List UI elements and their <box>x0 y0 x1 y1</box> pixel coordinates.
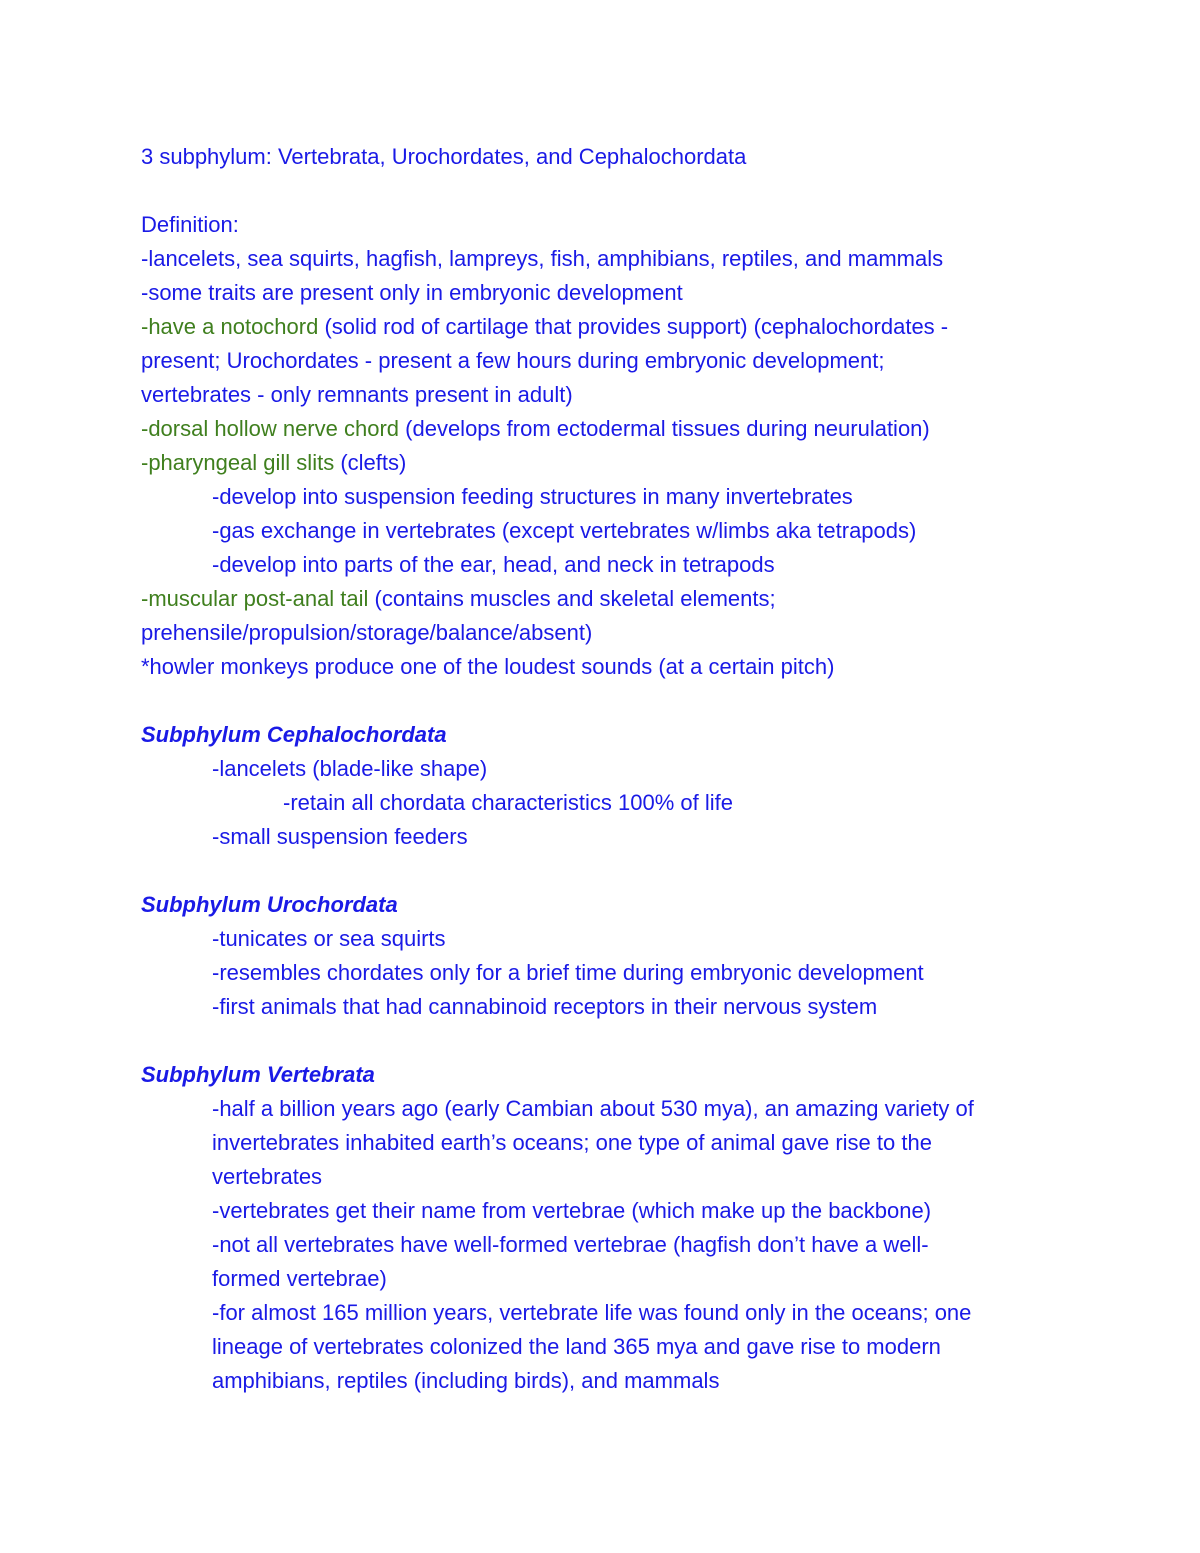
list-item: -resembles chordates only for a brief time during embryonic development <box>212 960 924 985</box>
definition-line: present; Urochordates - present a few hours during embryonic development; <box>141 348 885 373</box>
sub-item: -develop into parts of the ear, head, and neck in tetrapods <box>212 552 775 577</box>
term-detail: (contains muscles and skeletal elements; <box>368 586 776 611</box>
key-term: -pharyngeal gill slits <box>141 450 335 475</box>
list-item: -half a billion years ago (early Cambian about 530 mya), an amazing variety of <box>212 1096 974 1121</box>
sub-item: -develop into suspension feeding structures in many invertebrates <box>212 484 853 509</box>
definition-line: vertebrates - only remnants present in adult) <box>141 382 573 407</box>
term-detail: (solid rod of cartilage that provides support) (cephalochordates - <box>318 314 949 339</box>
key-term: -dorsal hollow nerve chord <box>141 416 400 441</box>
intro-line: 3 subphylum: Vertebrata, Urochordates, and Cephalochordata <box>141 144 747 169</box>
sub-item: -gas exchange in vertebrates (except vertebrates w/limbs aka tetrapods) <box>212 518 917 543</box>
definition-label: Definition: <box>141 212 239 237</box>
list-item: -lancelets (blade-like shape) <box>212 756 488 781</box>
list-item: -vertebrates get their name from vertebrae (which make up the backbone) <box>212 1198 932 1223</box>
term-detail: (clefts) <box>334 450 407 475</box>
list-item-continuation: invertebrates inhabited earth’s oceans; one type of animal gave rise to the <box>212 1130 932 1155</box>
section-heading-vertebrata: Subphylum Vertebrata <box>141 1062 375 1087</box>
list-item: -not all vertebrates have well-formed vertebrae (hagfish don’t have a well- <box>212 1232 929 1257</box>
list-item-continuation: formed vertebrae) <box>212 1266 387 1291</box>
definition-line: -lancelets, sea squirts, hagfish, lampreys, fish, amphibians, reptiles, and mammals <box>141 246 944 271</box>
list-item: -tunicates or sea squirts <box>212 926 446 951</box>
note-line: *howler monkeys produce one of the loudest sounds (at a certain pitch) <box>141 654 835 679</box>
list-item-continuation: amphibians, reptiles (including birds), and mammals <box>212 1368 720 1393</box>
notochord-line <box>141 310 948 344</box>
section-heading-cephalochordata: Subphylum Cephalochordata <box>141 722 447 747</box>
sub-item: -retain all chordata characteristics 100% of life <box>283 790 733 815</box>
key-term: -muscular post-anal tail <box>141 586 369 611</box>
gill-slits-line <box>141 446 406 480</box>
nerve-chord-line <box>141 412 930 446</box>
term-detail: (develops from ectodermal tissues during neurulation) <box>399 416 930 441</box>
definition-line: -some traits are present only in embryonic development <box>141 280 683 305</box>
section-heading-urochordata: Subphylum Urochordata <box>141 892 398 917</box>
list-item: -small suspension feeders <box>212 824 468 849</box>
list-item-continuation: lineage of vertebrates colonized the land 365 mya and gave rise to modern <box>212 1334 941 1359</box>
list-item-continuation: vertebrates <box>212 1164 323 1189</box>
definition-line: prehensile/propulsion/storage/balance/absent) <box>141 620 593 645</box>
list-item: -for almost 165 million years, vertebrate life was found only in the oceans; one <box>212 1300 972 1325</box>
key-term: -have a notochord <box>141 314 319 339</box>
tail-line <box>141 582 776 616</box>
list-item: -first animals that had cannabinoid receptors in their nervous system <box>212 994 878 1019</box>
